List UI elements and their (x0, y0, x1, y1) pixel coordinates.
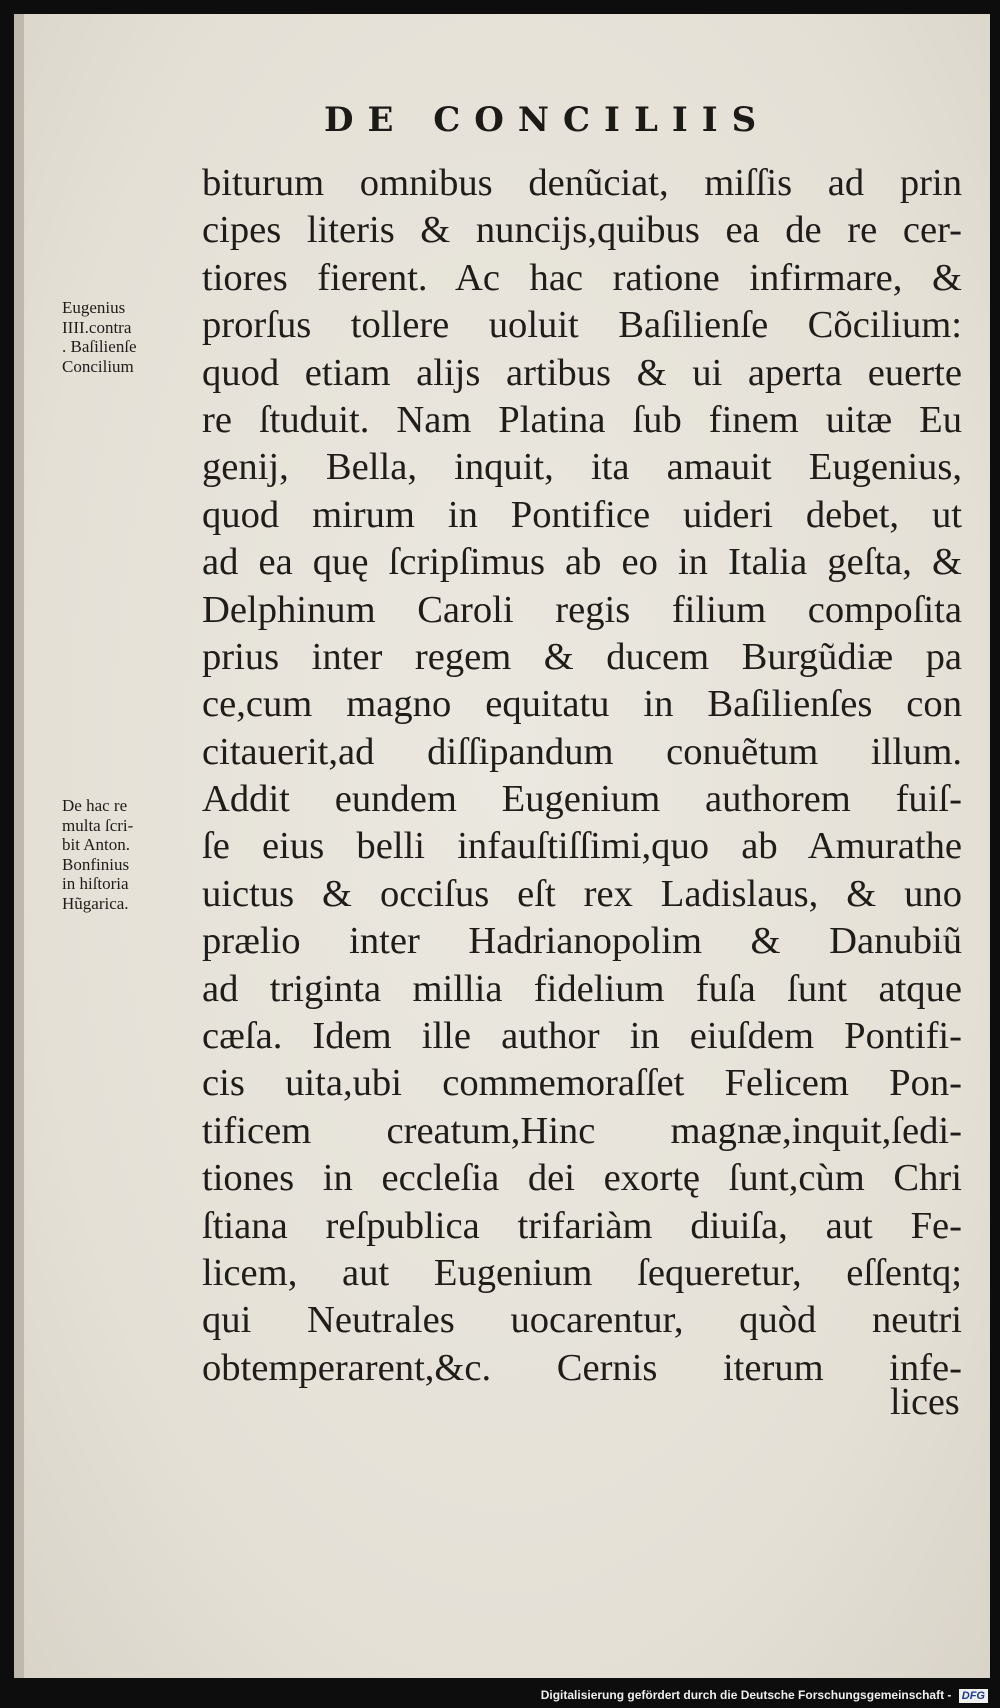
marginal-note-eugenius (62, 298, 202, 376)
text-line-content: quod etiam alijs artibus & ui aperta euerte (202, 351, 962, 394)
text-line-content: quod mirum in Pontifice uideri debet, ut (202, 493, 962, 536)
text-line-content: cipes literis & nuncijs,quibus ea de re cer- (202, 209, 962, 252)
marginal-note-line: . Baſilienſe (62, 337, 137, 356)
text-line (202, 1013, 962, 1060)
text-line-content: licem, aut Eugenium ſequeretur, eſſentq; (202, 1251, 962, 1294)
text-line (202, 1297, 962, 1344)
marginal-note-line: Eugenius (62, 298, 126, 317)
text-line (202, 1155, 962, 1202)
text-line (202, 681, 962, 728)
marginal-note-line: Bonfinius (62, 854, 130, 874)
text-line (202, 1108, 962, 1155)
text-line (202, 823, 962, 870)
text-line (202, 1060, 962, 1107)
marginal-note-line: Concilium (62, 356, 134, 376)
text-line-content: ad triginta millia fidelium fuſa ſunt atque (202, 967, 962, 1010)
text-line (202, 918, 962, 965)
text-line-content: biturum omnibus denũciat, miſſis ad prin (202, 162, 962, 204)
text-line-content: citauerit,ad diſſipandum conuẽtum illum. (202, 730, 962, 773)
marginal-note-line: Hũgarica. (62, 893, 129, 913)
text-line-content: cæſa. Idem ille author in eiuſdem Pontifi- (202, 1015, 962, 1058)
text-line (202, 634, 962, 681)
text-line-content: tiores fierent. Ac hac ratione infirmare, & (202, 256, 962, 299)
text-line-content: prorſus tollere uoluit Baſilienſe Cõcilium: (202, 304, 962, 347)
text-line (202, 350, 962, 397)
marginal-note-bonfinius (62, 796, 202, 913)
text-line (202, 207, 962, 254)
text-line-content: tiones in eccleſia dei exortę ſunt,cùm Chri (202, 1157, 962, 1200)
text-line-content: re ſtuduit. Nam Platina ſub finem uitæ Eu (202, 398, 962, 441)
text-line-content: tificem creatum,Hinc magnæ,inquit,ſedi- (202, 1109, 962, 1152)
text-line-content: qui Neutrales uocarentur, quòd neutri (202, 1299, 962, 1342)
text-line-content: ad ea quę ſcripſimus ab eo in Italia geſta, & (202, 541, 962, 584)
text-line-content: Addit eundem Eugenium authorem fuiſ- (202, 778, 962, 821)
text-line (202, 966, 962, 1013)
body-text (202, 160, 962, 1392)
text-line (202, 1345, 962, 1392)
text-line (202, 729, 962, 776)
marginal-note-line: De hac re (62, 796, 128, 815)
text-line-content: uictus & occiſus eſt rex Ladislaus, & uno (202, 872, 962, 915)
text-line (202, 1203, 962, 1250)
text-line-content: cis uita,ubi commemoraſſet Felicem Pon- (202, 1062, 962, 1105)
digitization-credit (541, 1688, 988, 1703)
text-line (202, 492, 962, 539)
text-line-content: obtemperarent,&c. Cernis iterum infe- (202, 1346, 962, 1389)
text-line (202, 397, 962, 444)
text-line-content: ſe eius belli infauſtiſſimi,quo ab Amurathe (202, 825, 962, 868)
text-line-content: ce,cum magno equitatu in Baſilienſes con (202, 683, 962, 726)
marginal-note-line: IIII.contra (62, 317, 132, 337)
text-line (202, 1250, 962, 1297)
text-line-content: Delphinum Caroli regis filium compoſita (202, 588, 962, 631)
text-line-content: prius inter regem & ducem Burgũdiæ pa (202, 635, 962, 678)
credit-text: Digitalisierung gefördert durch die Deutsche Forschungsgemeinschaft - (540, 1688, 952, 1702)
dfg-logo: DFG (959, 1689, 988, 1703)
marginal-note-line: multa ſcri- (62, 815, 134, 835)
text-line (202, 871, 962, 918)
text-line-content: genij, Bella, inquit, ita amauit Eugenius, (202, 446, 962, 489)
text-line-content: prælio inter Hadrianopolim & Danubiũ (202, 920, 962, 963)
text-line (202, 160, 962, 207)
text-line (202, 444, 962, 491)
text-line (202, 255, 962, 302)
catchword: lices (890, 1381, 960, 1423)
text-line (202, 587, 962, 634)
text-line (202, 776, 962, 823)
running-head: DE CONCILIIS (324, 100, 771, 140)
page-left-edge (14, 14, 24, 1678)
text-line-content: ſtiana reſpublica trifariàm diuiſa, aut Fe- (202, 1204, 962, 1247)
marginal-note-line: bit Anton. (62, 835, 131, 854)
marginal-note-line: in hiſtoria (62, 874, 129, 893)
text-line (202, 302, 962, 349)
text-line (202, 539, 962, 586)
